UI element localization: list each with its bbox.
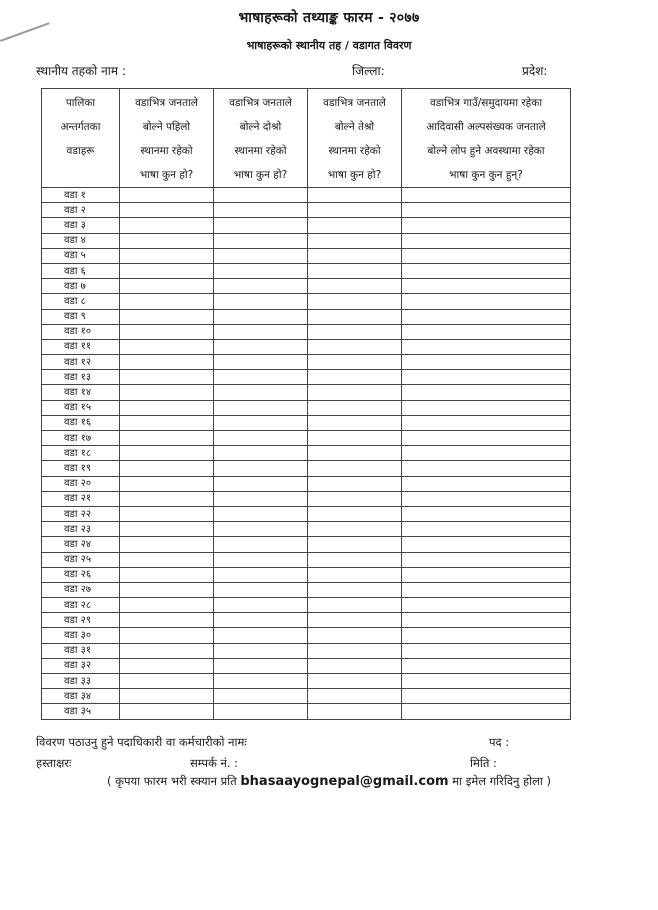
language-entry-cell[interactable] [120, 658, 214, 673]
column-header-5 [402, 89, 571, 188]
table-header-row [42, 89, 571, 188]
language-entry-cell[interactable] [402, 643, 571, 658]
table-row [42, 613, 571, 628]
ward-label: वडा १४ [42, 385, 120, 400]
table-row [42, 689, 571, 704]
language-entry-cell[interactable] [308, 233, 402, 248]
language-entry-cell[interactable] [308, 279, 402, 294]
language-entry-cell[interactable] [402, 476, 571, 491]
language-entry-cell[interactable] [120, 248, 214, 263]
language-entry-cell[interactable] [402, 415, 571, 430]
ward-label: वडा २३ [42, 522, 120, 537]
language-entry-cell[interactable] [120, 294, 214, 309]
language-entry-cell[interactable] [308, 476, 402, 491]
language-entry-cell[interactable] [308, 689, 402, 704]
ward-label: वडा २९ [42, 613, 120, 628]
language-entry-cell[interactable] [120, 370, 214, 385]
column-header-line: पालिका [65, 97, 96, 109]
language-entry-cell[interactable] [308, 628, 402, 643]
table-row [42, 582, 571, 597]
table-row [42, 704, 571, 719]
language-entry-cell[interactable] [402, 294, 571, 309]
language-entry-cell[interactable] [120, 309, 214, 324]
language-entry-cell[interactable] [308, 248, 402, 263]
language-entry-cell[interactable] [120, 643, 214, 658]
language-entry-cell[interactable] [120, 279, 214, 294]
column-header-line: वडाभित्र जनताले [323, 97, 386, 109]
language-entry-cell[interactable] [402, 370, 571, 385]
table-row [42, 233, 571, 248]
ward-label: वडा १ [42, 188, 120, 203]
language-entry-cell[interactable] [308, 522, 402, 537]
language-entry-cell[interactable] [402, 431, 571, 446]
language-entry-cell[interactable] [214, 279, 308, 294]
language-entry-cell[interactable] [402, 446, 571, 461]
ward-label: वडा २७ [42, 582, 120, 597]
table-row [42, 324, 571, 339]
signature-label: हस्ताक्षरः [36, 756, 72, 770]
column-header-line: स्थानमा रहेको [328, 145, 381, 157]
position-label: पद : [489, 735, 510, 749]
language-entry-cell[interactable] [402, 552, 571, 567]
local-level-label: स्थानीय तहको नाम : [36, 64, 126, 78]
language-entry-cell[interactable] [402, 203, 571, 218]
language-entry-cell[interactable] [214, 506, 308, 521]
language-entry-cell[interactable] [308, 263, 402, 278]
language-entry-cell[interactable] [214, 309, 308, 324]
ward-label: वडा १७ [42, 431, 120, 446]
language-entry-cell[interactable] [402, 385, 571, 400]
language-entry-cell[interactable] [308, 491, 402, 506]
language-entry-cell[interactable] [120, 674, 214, 689]
language-entry-cell[interactable] [214, 674, 308, 689]
ward-label: वडा १२ [42, 355, 120, 370]
ward-label: वडा १९ [42, 461, 120, 476]
column-header-line: बोल्ने दोश्रो [239, 121, 282, 133]
column-header-2 [120, 89, 214, 188]
language-entry-cell[interactable] [402, 263, 571, 278]
sender-name-label: विवरण पठाउनु हुने पदाधिकारी वा कर्मचारीको नामः [36, 735, 247, 749]
language-entry-cell[interactable] [308, 339, 402, 354]
language-entry-cell[interactable] [120, 233, 214, 248]
language-entry-cell[interactable] [308, 537, 402, 552]
language-entry-cell[interactable] [214, 522, 308, 537]
language-entry-cell[interactable] [402, 582, 571, 597]
table-row [42, 415, 571, 430]
language-entry-cell[interactable] [308, 415, 402, 430]
language-entry-cell[interactable] [120, 355, 214, 370]
language-entry-cell[interactable] [308, 294, 402, 309]
column-header-line: भाषा कुन कुन हुन्? [449, 169, 523, 181]
column-header-line: भाषा कुन हो? [233, 169, 288, 181]
language-entry-cell[interactable] [214, 339, 308, 354]
language-entry-cell[interactable] [120, 203, 214, 218]
language-entry-cell[interactable] [120, 188, 214, 203]
ward-label: वडा २८ [42, 598, 120, 613]
language-entry-cell[interactable] [214, 476, 308, 491]
language-entry-cell[interactable] [214, 370, 308, 385]
table-row [42, 309, 571, 324]
language-entry-cell[interactable] [308, 582, 402, 597]
language-entry-cell[interactable] [120, 613, 214, 628]
language-entry-cell[interactable] [214, 628, 308, 643]
language-entry-cell[interactable] [120, 491, 214, 506]
table-row [42, 294, 571, 309]
table-row [42, 431, 571, 446]
language-entry-cell[interactable] [214, 218, 308, 233]
language-entry-cell[interactable] [120, 263, 214, 278]
language-entry-cell[interactable] [214, 431, 308, 446]
table-row [42, 552, 571, 567]
language-entry-cell[interactable] [214, 233, 308, 248]
language-entry-cell[interactable] [120, 476, 214, 491]
language-entry-cell[interactable] [402, 248, 571, 263]
language-entry-cell[interactable] [214, 582, 308, 597]
table-row [42, 446, 571, 461]
column-header-line: भाषा कुन हो? [327, 169, 382, 181]
ward-label: वडा २६ [42, 567, 120, 582]
language-entry-cell[interactable] [214, 461, 308, 476]
column-header-line: स्थानमा रहेको [140, 145, 193, 157]
ward-label: वडा २ [42, 203, 120, 218]
ward-label: वडा ११ [42, 339, 120, 354]
language-entry-cell[interactable] [214, 203, 308, 218]
language-entry-cell[interactable] [402, 704, 571, 719]
column-header-line: अन्तर्गतका [60, 121, 101, 133]
ward-label: वडा ३२ [42, 658, 120, 673]
language-entry-cell[interactable] [308, 324, 402, 339]
language-entry-cell[interactable] [402, 522, 571, 537]
language-entry-cell[interactable] [308, 446, 402, 461]
table-row [42, 506, 571, 521]
language-entry-cell[interactable] [402, 400, 571, 415]
table-row [42, 567, 571, 582]
language-entry-cell[interactable] [214, 294, 308, 309]
language-entry-cell[interactable] [120, 218, 214, 233]
ward-label: वडा २२ [42, 506, 120, 521]
language-entry-cell[interactable] [308, 370, 402, 385]
table-row [42, 279, 571, 294]
ward-label: वडा ९ [42, 309, 120, 324]
table-row [42, 674, 571, 689]
language-entry-cell[interactable] [120, 598, 214, 613]
province-label: प्रदेश: [522, 64, 548, 78]
ward-label: वडा २४ [42, 537, 120, 552]
ward-label: वडा ३ [42, 218, 120, 233]
language-entry-cell[interactable] [402, 355, 571, 370]
form-subtitle: भाषाहरूको स्थानीय तह / वडागत विवरण [246, 39, 412, 52]
language-entry-cell[interactable] [120, 431, 214, 446]
language-entry-cell[interactable] [308, 309, 402, 324]
language-entry-cell[interactable] [402, 309, 571, 324]
column-header-line: बोल्ने तेश्रो [334, 121, 375, 133]
language-entry-cell[interactable] [120, 704, 214, 719]
language-entry-cell[interactable] [120, 461, 214, 476]
table-row [42, 643, 571, 658]
column-header-line: स्थानमा रहेको [234, 145, 287, 157]
language-entry-cell[interactable] [402, 613, 571, 628]
ward-label: वडा ४ [42, 233, 120, 248]
ward-label: वडा १८ [42, 446, 120, 461]
language-entry-cell[interactable] [308, 567, 402, 582]
language-entry-cell[interactable] [120, 552, 214, 567]
table-row [42, 628, 571, 643]
note-before: ( कृपया फारम भरी स्क्यान प्रति [107, 774, 237, 788]
language-entry-cell[interactable] [402, 506, 571, 521]
language-entry-cell[interactable] [308, 552, 402, 567]
ward-label: वडा १५ [42, 400, 120, 415]
language-entry-cell[interactable] [214, 704, 308, 719]
table-row [42, 491, 571, 506]
language-entry-cell[interactable] [402, 567, 571, 582]
language-entry-cell[interactable] [308, 218, 402, 233]
language-entry-cell[interactable] [120, 537, 214, 552]
language-entry-cell[interactable] [214, 355, 308, 370]
language-entry-cell[interactable] [308, 461, 402, 476]
language-entry-cell[interactable] [308, 506, 402, 521]
language-entry-cell[interactable] [308, 658, 402, 673]
table-row [42, 370, 571, 385]
language-entry-cell[interactable] [214, 188, 308, 203]
language-entry-cell[interactable] [308, 431, 402, 446]
ward-label: वडा ३३ [42, 674, 120, 689]
table-row [42, 658, 571, 673]
language-entry-cell[interactable] [120, 689, 214, 704]
table-row [42, 188, 571, 203]
language-entry-cell[interactable] [308, 613, 402, 628]
language-entry-cell[interactable] [120, 522, 214, 537]
language-entry-cell[interactable] [308, 674, 402, 689]
ward-label: वडा २० [42, 476, 120, 491]
ward-label: वडा ८ [42, 294, 120, 309]
language-entry-cell[interactable] [402, 188, 571, 203]
table-row [42, 218, 571, 233]
email-address: bhasaayognepal@gmail.com [240, 774, 449, 789]
ward-label: वडा १३ [42, 370, 120, 385]
language-entry-cell[interactable] [402, 537, 571, 552]
ward-label: वडा ७ [42, 279, 120, 294]
date-label: मिति : [470, 756, 497, 770]
language-entry-cell[interactable] [214, 613, 308, 628]
column-header-3 [214, 89, 308, 188]
table-row [42, 248, 571, 263]
table-row [42, 203, 571, 218]
ward-label: वडा १० [42, 324, 120, 339]
language-entry-cell[interactable] [402, 218, 571, 233]
table-row [42, 400, 571, 415]
table-row [42, 461, 571, 476]
column-header-line: बोल्ने लोप हुने अवस्थामा रहेका [427, 145, 545, 157]
ward-label: वडा २१ [42, 491, 120, 506]
ward-language-table [41, 88, 571, 720]
language-entry-cell[interactable] [214, 552, 308, 567]
language-entry-cell[interactable] [402, 628, 571, 643]
contact-label: सम्पर्क नं. : [190, 756, 239, 770]
ward-label: वडा ६ [42, 263, 120, 278]
column-header-line: वडाभित्र गाउँ/समुदायमा रहेका [429, 97, 543, 109]
language-entry-cell[interactable] [120, 446, 214, 461]
language-entry-cell[interactable] [402, 339, 571, 354]
language-entry-cell[interactable] [308, 400, 402, 415]
table-row [42, 476, 571, 491]
table-body [42, 188, 571, 720]
language-entry-cell[interactable] [120, 385, 214, 400]
language-entry-cell[interactable] [120, 339, 214, 354]
table-row [42, 598, 571, 613]
language-entry-cell[interactable] [214, 537, 308, 552]
column-header-line: वडाभित्र जनताले [135, 97, 198, 109]
language-entry-cell[interactable] [214, 385, 308, 400]
email-note [0, 774, 658, 789]
language-entry-cell[interactable] [120, 324, 214, 339]
language-entry-cell[interactable] [308, 385, 402, 400]
language-entry-cell[interactable] [308, 188, 402, 203]
table-row [42, 339, 571, 354]
language-entry-cell[interactable] [402, 598, 571, 613]
language-entry-cell[interactable] [120, 628, 214, 643]
language-entry-cell[interactable] [402, 689, 571, 704]
language-entry-cell[interactable] [402, 324, 571, 339]
language-entry-cell[interactable] [214, 658, 308, 673]
table-row [42, 522, 571, 537]
ward-label: वडा १६ [42, 415, 120, 430]
ward-label: वडा ३० [42, 628, 120, 643]
language-entry-cell[interactable] [120, 400, 214, 415]
language-entry-cell[interactable] [214, 324, 308, 339]
language-entry-cell[interactable] [214, 689, 308, 704]
language-entry-cell[interactable] [214, 491, 308, 506]
language-entry-cell[interactable] [214, 248, 308, 263]
language-entry-cell[interactable] [120, 506, 214, 521]
column-header-line: वडाहरू [66, 145, 95, 157]
form-title: भाषाहरूको तथ्याङ्क फारम - २०७७ [238, 10, 420, 26]
language-entry-cell[interactable] [402, 461, 571, 476]
language-entry-cell[interactable] [308, 643, 402, 658]
language-entry-cell[interactable] [214, 415, 308, 430]
language-entry-cell[interactable] [120, 415, 214, 430]
table-row [42, 263, 571, 278]
column-header-line: वडाभित्र जनताले [229, 97, 292, 109]
column-header-4 [308, 89, 402, 188]
column-header-1 [42, 89, 120, 188]
ward-label: वडा ३५ [42, 704, 120, 719]
ward-label: वडा ५ [42, 248, 120, 263]
language-entry-cell[interactable] [402, 491, 571, 506]
language-entry-cell[interactable] [308, 704, 402, 719]
district-label: जिल्ला: [352, 64, 385, 78]
table-row [42, 537, 571, 552]
column-header-line: आदिवासी अल्पसंख्यक जनताले [426, 121, 546, 133]
table-row [42, 355, 571, 370]
language-entry-cell[interactable] [214, 598, 308, 613]
language-entry-cell[interactable] [214, 567, 308, 582]
language-entry-cell[interactable] [402, 674, 571, 689]
table-row [42, 385, 571, 400]
ward-label: वडा ३४ [42, 689, 120, 704]
language-entry-cell[interactable] [214, 263, 308, 278]
column-header-line: बोल्ने पहिलो [142, 121, 191, 133]
column-header-line: भाषा कुन हो? [139, 169, 194, 181]
ward-label: वडा २५ [42, 552, 120, 567]
language-entry-cell[interactable] [214, 400, 308, 415]
note-after: मा इमेल गरिदिनु होला ) [452, 774, 551, 788]
language-entry-cell[interactable] [402, 658, 571, 673]
language-entry-cell[interactable] [402, 233, 571, 248]
language-entry-cell[interactable] [308, 203, 402, 218]
language-entry-cell[interactable] [120, 582, 214, 597]
language-entry-cell[interactable] [402, 279, 571, 294]
language-entry-cell[interactable] [214, 643, 308, 658]
language-entry-cell[interactable] [120, 567, 214, 582]
language-entry-cell[interactable] [214, 446, 308, 461]
language-entry-cell[interactable] [308, 598, 402, 613]
language-entry-cell[interactable] [308, 355, 402, 370]
ward-label: वडा ३१ [42, 643, 120, 658]
